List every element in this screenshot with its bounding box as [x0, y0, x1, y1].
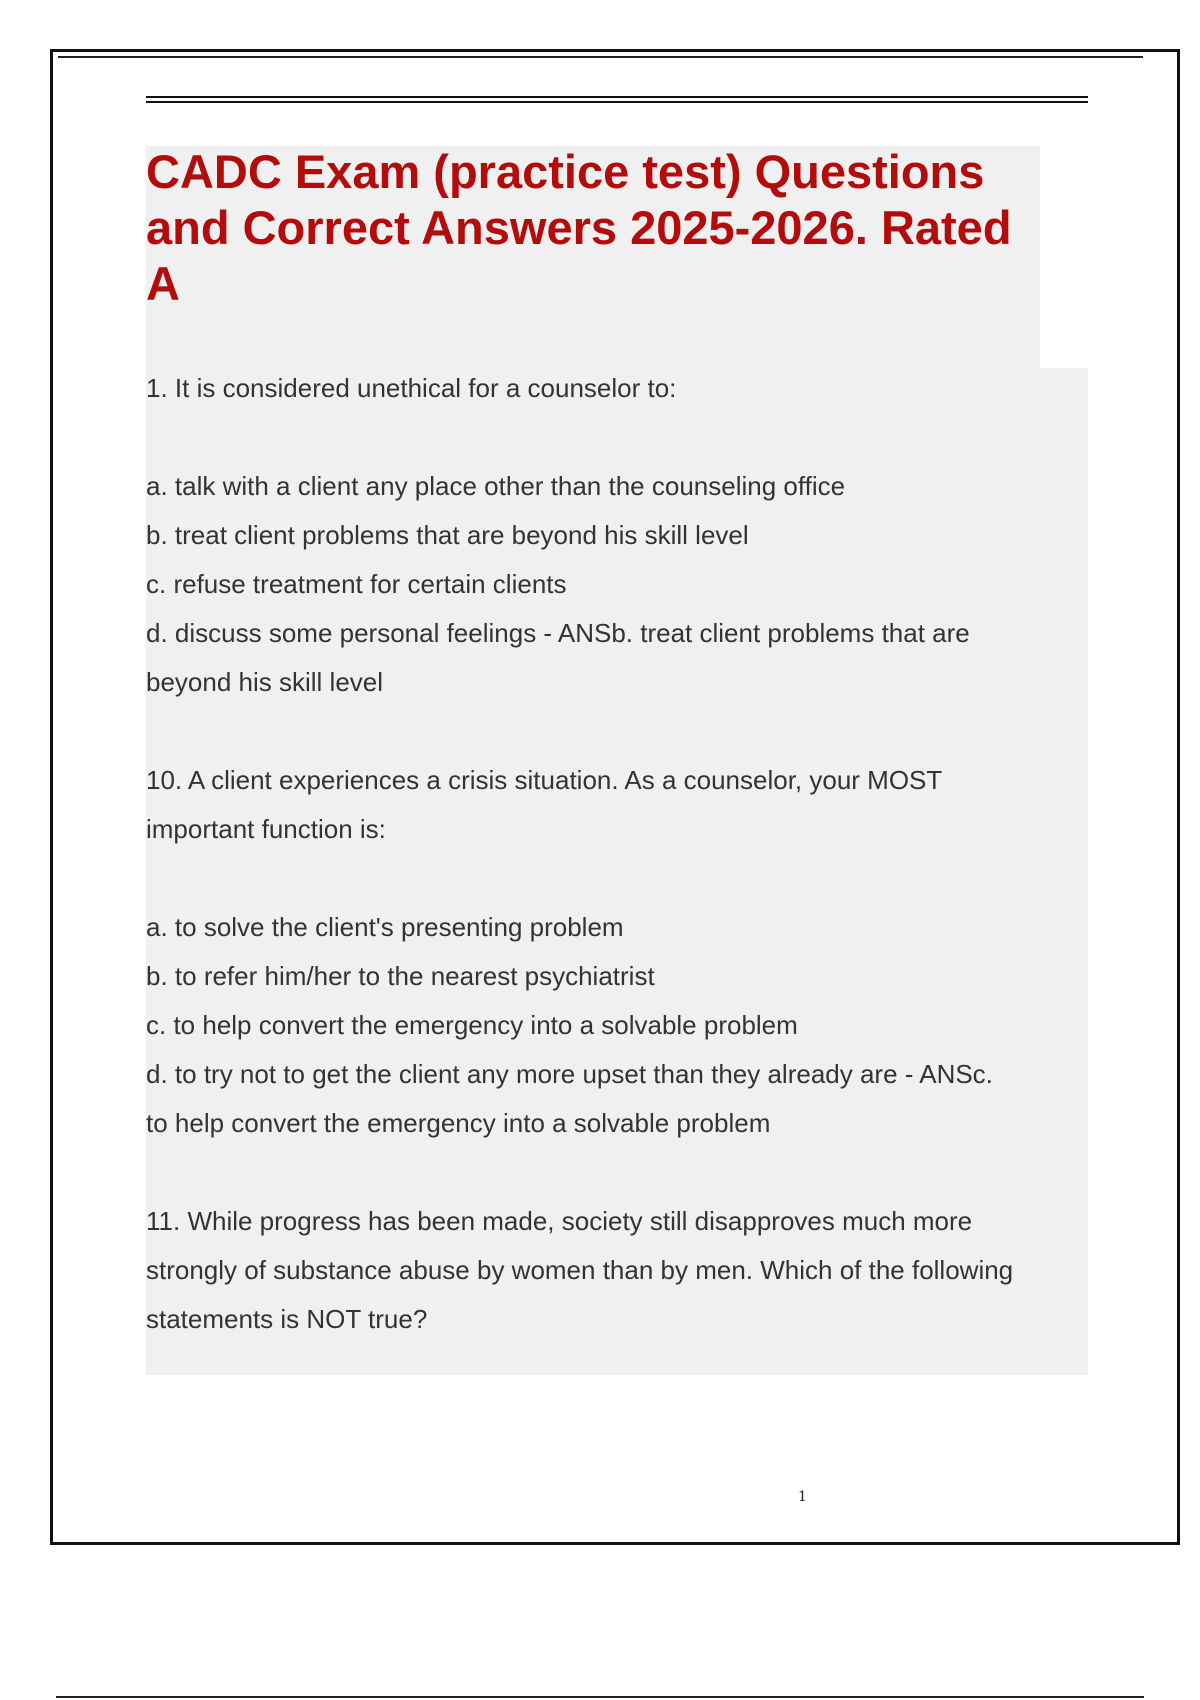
question-block: [146, 756, 1096, 1148]
question-stem: 1. It is considered unethical for a counselor to:: [146, 373, 677, 403]
next-page-top-rule: [56, 1696, 1144, 1698]
header-double-rule: [146, 96, 1088, 103]
answer-option: c. to help convert the emergency into a solvable problem: [146, 1010, 798, 1040]
document-title: CADC Exam (practice test) Questions and Correct Answers 2025-2026. Rated A: [146, 145, 1012, 310]
answer-option: b. to refer him/her to the nearest psychiatrist: [146, 961, 655, 991]
question-stem: statements is NOT true?: [146, 1304, 428, 1334]
question-block: [146, 1197, 1096, 1344]
answer-option: d. discuss some personal feelings - ANSb. treat client problems that are: [146, 618, 970, 648]
answer-option: beyond his skill level: [146, 667, 384, 697]
answer-option: to help convert the emergency into a solvable problem: [146, 1108, 771, 1138]
question-stem: 11. While progress has been made, society still disapproves much more: [146, 1206, 973, 1236]
question-content: [146, 364, 1096, 1344]
answer-option: a. talk with a client any place other than the counseling office: [146, 471, 846, 501]
frame-top-rule: [58, 56, 1143, 58]
question-block: [146, 364, 1096, 707]
question-stem: important function is:: [146, 814, 386, 844]
question-stem: strongly of substance abuse by women than by men. Which of the following: [146, 1255, 1014, 1285]
answer-option: b. treat client problems that are beyond his skill level: [146, 520, 749, 550]
page-number: 1: [798, 1489, 807, 1505]
answer-option: a. to solve the client's presenting problem: [146, 912, 624, 942]
answer-option: c. refuse treatment for certain clients: [146, 569, 567, 599]
question-stem: 10. A client experiences a crisis situation. As a counselor, your MOST: [146, 765, 943, 795]
answer-option: d. to try not to get the client any more upset than they already are - ANSc.: [146, 1059, 993, 1089]
